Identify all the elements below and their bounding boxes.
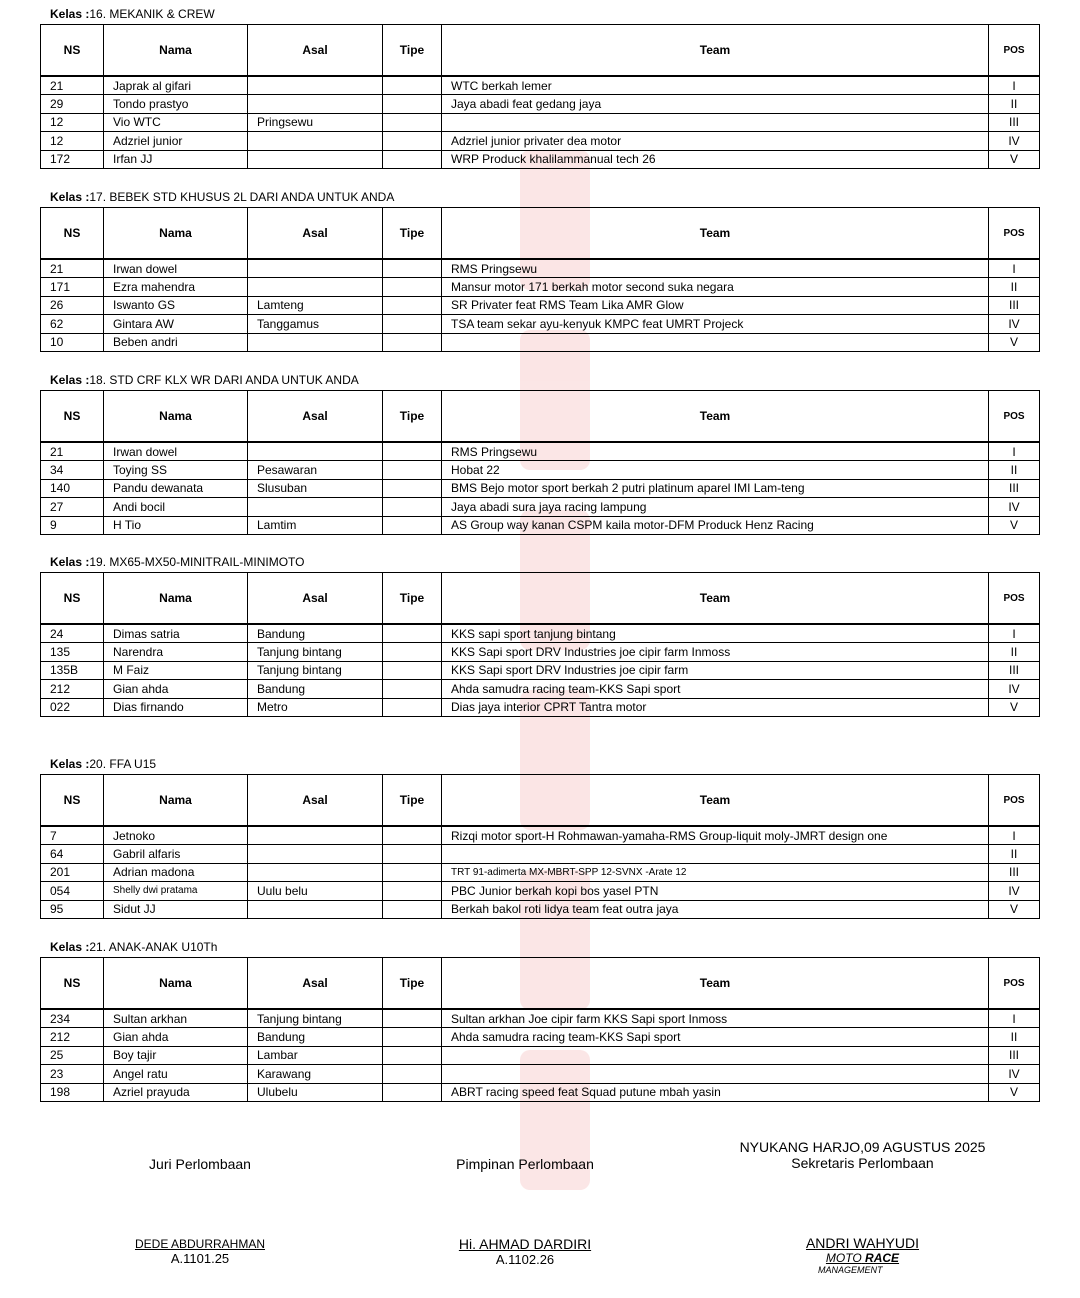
cell-team: [442, 1046, 989, 1064]
cell-tipe: [383, 661, 442, 679]
cell-pos: V: [989, 333, 1040, 351]
cell-asal: [248, 863, 383, 881]
header-ns: NS: [41, 775, 104, 827]
kelas-title: Kelas :21. ANAK-ANAK U10Th: [50, 940, 218, 954]
juri-id: A.1101.25: [170, 1251, 230, 1266]
cell-asal: Lamtim: [248, 516, 383, 534]
cell-pos: I: [989, 624, 1040, 643]
cell-ns: 234: [41, 1009, 104, 1028]
cell-team: TSA team sekar ayu-kenyuk KMPC feat UMRT Projeck: [442, 315, 989, 333]
kelas-title: Kelas :18. STD CRF KLX WR DARI ANDA UNTUK ANDA: [50, 373, 359, 387]
pimpinan-id: A.1102.26: [495, 1252, 555, 1267]
cell-team: KKS sapi sport tanjung bintang: [442, 624, 989, 643]
table-row: [41, 461, 1040, 479]
cell-team: WTC berkah lemer: [442, 76, 989, 95]
cell-tipe: [383, 1083, 442, 1101]
cell-asal: Tanggamus: [248, 315, 383, 333]
sekretaris-name: ANDRI WAHYUDI: [805, 1235, 920, 1251]
cell-team: Mansur motor 171 berkah motor second suka negara: [442, 278, 989, 296]
cell-asal: Bandung: [248, 680, 383, 698]
results-table: [40, 24, 1040, 169]
cell-asal: [248, 845, 383, 863]
cell-asal: [248, 278, 383, 296]
pimpinan-name: Hi. AHMAD DARDIRI: [458, 1236, 592, 1252]
cell-ns: 054: [41, 882, 104, 900]
results-table: [40, 957, 1040, 1102]
cell-team: AS Group way kanan CSPM kaila motor-DFM Produck Henz Racing: [442, 516, 989, 534]
place-date: NYUKANG HARJO,09 AGUSTUS 2025: [739, 1139, 986, 1155]
cell-team: Hobat 22: [442, 461, 989, 479]
cell-tipe: [383, 863, 442, 881]
management-label: MANAGEMENT: [818, 1265, 883, 1275]
cell-nama: Gabril alfaris: [104, 845, 248, 863]
cell-pos: II: [989, 1028, 1040, 1046]
cell-tipe: [383, 95, 442, 113]
table-row: [41, 680, 1040, 698]
cell-team: [442, 845, 989, 863]
cell-pos: III: [989, 863, 1040, 881]
cell-tipe: [383, 1065, 442, 1083]
cell-tipe: [383, 296, 442, 314]
cell-pos: V: [989, 1083, 1040, 1101]
cell-asal: Pesawaran: [248, 461, 383, 479]
cell-nama: H Tio: [104, 516, 248, 534]
cell-ns: 212: [41, 680, 104, 698]
cell-asal: [248, 95, 383, 113]
table-row: [41, 479, 1040, 497]
table-row: [41, 1046, 1040, 1064]
cell-team: RMS Pringsewu: [442, 259, 989, 278]
cell-team: WRP Produck khalilammanual tech 26: [442, 150, 989, 168]
cell-ns: 135B: [41, 661, 104, 679]
header-asal: Asal: [248, 25, 383, 77]
cell-nama: M Faiz: [104, 661, 248, 679]
cell-pos: IV: [989, 315, 1040, 333]
cell-nama: Pandu dewanata: [104, 479, 248, 497]
cell-pos: III: [989, 479, 1040, 497]
cell-pos: III: [989, 113, 1040, 131]
cell-ns: 171: [41, 278, 104, 296]
table-row: [41, 113, 1040, 131]
cell-asal: Tanjung bintang: [248, 661, 383, 679]
cell-tipe: [383, 516, 442, 534]
section-kelas-19: [40, 555, 1039, 717]
header-asal: Asal: [248, 208, 383, 260]
cell-asal: Bandung: [248, 624, 383, 643]
cell-ns: 12: [41, 113, 104, 131]
cell-asal: Tanjung bintang: [248, 643, 383, 661]
cell-nama: Boy tajir: [104, 1046, 248, 1064]
cell-nama: Sidut JJ: [104, 900, 248, 918]
cell-asal: Pringsewu: [248, 113, 383, 131]
juri-name: DEDE ABDURRAHMAN: [134, 1237, 266, 1251]
cell-nama: Irfan JJ: [104, 150, 248, 168]
cell-pos: IV: [989, 680, 1040, 698]
cell-tipe: [383, 624, 442, 643]
cell-tipe: [383, 315, 442, 333]
kelas-title: Kelas :19. MX65-MX50-MINITRAIL-MINIMOTO: [50, 555, 305, 569]
cell-nama: Irwan dowel: [104, 259, 248, 278]
cell-ns: 140: [41, 479, 104, 497]
cell-asal: [248, 259, 383, 278]
cell-ns: 9: [41, 516, 104, 534]
cell-team: Ahda samudra racing team-KKS Sapi sport: [442, 1028, 989, 1046]
cell-asal: [248, 76, 383, 95]
cell-tipe: [383, 698, 442, 716]
header-tipe: Tipe: [383, 25, 442, 77]
cell-ns: 21: [41, 442, 104, 461]
cell-asal: Tanjung bintang: [248, 1009, 383, 1028]
cell-tipe: [383, 461, 442, 479]
header-team: Team: [442, 958, 989, 1010]
cell-ns: 022: [41, 698, 104, 716]
table-row: [41, 698, 1040, 716]
cell-nama: Beben andri: [104, 333, 248, 351]
cell-ns: 172: [41, 150, 104, 168]
cell-ns: 10: [41, 333, 104, 351]
header-asal: Asal: [248, 775, 383, 827]
cell-asal: [248, 150, 383, 168]
header-nama: Nama: [104, 775, 248, 827]
table-row: [41, 1028, 1040, 1046]
cell-team: Jaya abadi feat gedang jaya: [442, 95, 989, 113]
header-team: Team: [442, 208, 989, 260]
cell-tipe: [383, 150, 442, 168]
cell-nama: Angel ratu: [104, 1065, 248, 1083]
table-row: [41, 643, 1040, 661]
cell-tipe: [383, 333, 442, 351]
header-nama: Nama: [104, 573, 248, 625]
cell-asal: Uulu belu: [248, 882, 383, 900]
cell-asal: Lamteng: [248, 296, 383, 314]
header-pos: POS: [989, 25, 1040, 77]
cell-ns: 62: [41, 315, 104, 333]
table-row: [41, 516, 1040, 534]
cell-pos: V: [989, 900, 1040, 918]
signature-juri: [100, 1156, 300, 1266]
cell-nama: Irwan dowel: [104, 442, 248, 461]
header-team: Team: [442, 775, 989, 827]
header-ns: NS: [41, 958, 104, 1010]
cell-nama: Dias firnando: [104, 698, 248, 716]
cell-pos: V: [989, 516, 1040, 534]
cell-tipe: [383, 76, 442, 95]
table-row: [41, 442, 1040, 461]
section-kelas-20: [40, 757, 1039, 919]
header-pos: POS: [989, 208, 1040, 260]
table-row: [41, 826, 1040, 845]
cell-tipe: [383, 680, 442, 698]
header-ns: NS: [41, 208, 104, 260]
cell-pos: I: [989, 826, 1040, 845]
cell-ns: 135: [41, 643, 104, 661]
cell-nama: Gian ahda: [104, 680, 248, 698]
cell-nama: Tondo prastyo: [104, 95, 248, 113]
cell-team: KKS Sapi sport DRV Industries joe cipir farm: [442, 661, 989, 679]
cell-nama: Andi bocil: [104, 498, 248, 516]
cell-team: Jaya abadi sura jaya racing lampung: [442, 498, 989, 516]
table-row: [41, 76, 1040, 95]
cell-team: ABRT racing speed feat Squad putune mbah yasin: [442, 1083, 989, 1101]
cell-ns: 64: [41, 845, 104, 863]
table-row: [41, 278, 1040, 296]
cell-nama: Adzriel junior: [104, 132, 248, 150]
cell-pos: IV: [989, 132, 1040, 150]
header-pos: POS: [989, 775, 1040, 827]
cell-pos: V: [989, 150, 1040, 168]
cell-pos: II: [989, 643, 1040, 661]
cell-team: RMS Pringsewu: [442, 442, 989, 461]
section-kelas-17: [40, 190, 1039, 352]
table-row: [41, 1083, 1040, 1101]
cell-pos: IV: [989, 498, 1040, 516]
cell-tipe: [383, 498, 442, 516]
header-team: Team: [442, 391, 989, 443]
header-team: Team: [442, 25, 989, 77]
cell-ns: 212: [41, 1028, 104, 1046]
header-ns: NS: [41, 391, 104, 443]
cell-team: [442, 333, 989, 351]
header-pos: POS: [989, 391, 1040, 443]
table-row: [41, 624, 1040, 643]
header-ns: NS: [41, 25, 104, 77]
cell-asal: Slusuban: [248, 479, 383, 497]
pimpinan-title: Pimpinan Perlombaan: [456, 1156, 594, 1172]
cell-nama: Adrian madona: [104, 863, 248, 881]
cell-pos: I: [989, 76, 1040, 95]
cell-tipe: [383, 259, 442, 278]
cell-ns: 29: [41, 95, 104, 113]
cell-ns: 21: [41, 76, 104, 95]
header-nama: Nama: [104, 25, 248, 77]
results-table: [40, 390, 1040, 535]
table-row: [41, 95, 1040, 113]
header-asal: Asal: [248, 958, 383, 1010]
moto-race-logo: MOTO RACE: [825, 1251, 900, 1265]
section-kelas-16: [40, 7, 1039, 169]
cell-tipe: [383, 1028, 442, 1046]
cell-tipe: [383, 132, 442, 150]
cell-tipe: [383, 845, 442, 863]
header-nama: Nama: [104, 391, 248, 443]
sekretaris-title: Sekretaris Perlombaan: [791, 1155, 934, 1171]
cell-pos: III: [989, 1046, 1040, 1064]
cell-pos: II: [989, 95, 1040, 113]
cell-tipe: [383, 826, 442, 845]
table-row: [41, 296, 1040, 314]
cell-team: Dias jaya interior CPRT Tantra motor: [442, 698, 989, 716]
cell-nama: Gian ahda: [104, 1028, 248, 1046]
cell-team: KKS Sapi sport DRV Industries joe cipir farm Inmoss: [442, 643, 989, 661]
header-asal: Asal: [248, 573, 383, 625]
table-row: [41, 132, 1040, 150]
cell-pos: III: [989, 296, 1040, 314]
kelas-title: Kelas :20. FFA U15: [50, 757, 157, 771]
header-tipe: Tipe: [383, 208, 442, 260]
cell-team: Rizqi motor sport-H Rohmawan-yamaha-RMS Group-liquit moly-JMRT design one: [442, 826, 989, 845]
table-row: [41, 863, 1040, 881]
cell-tipe: [383, 882, 442, 900]
results-table: [40, 207, 1040, 352]
cell-asal: Karawang: [248, 1065, 383, 1083]
cell-tipe: [383, 113, 442, 131]
cell-tipe: [383, 643, 442, 661]
cell-asal: [248, 132, 383, 150]
cell-tipe: [383, 479, 442, 497]
header-pos: POS: [989, 573, 1040, 625]
table-row: [41, 900, 1040, 918]
signature-pimpinan: [415, 1156, 635, 1267]
table-row: [41, 1009, 1040, 1028]
cell-nama: Jetnoko: [104, 826, 248, 845]
header-tipe: Tipe: [383, 775, 442, 827]
table-row: [41, 1065, 1040, 1083]
cell-ns: 7: [41, 826, 104, 845]
cell-nama: Sultan arkhan: [104, 1009, 248, 1028]
juri-title: Juri Perlombaan: [149, 1156, 251, 1172]
cell-ns: 198: [41, 1083, 104, 1101]
cell-asal: Lambar: [248, 1046, 383, 1064]
cell-tipe: [383, 1046, 442, 1064]
cell-asal: Ulubelu: [248, 1083, 383, 1101]
cell-team: TRT 91-adimerta MX-MBRT-SPP 12-SVNX -Arate 12: [442, 863, 989, 881]
cell-ns: 21: [41, 259, 104, 278]
table-row: [41, 150, 1040, 168]
cell-asal: [248, 498, 383, 516]
cell-nama: Shelly dwi pratama: [104, 882, 248, 900]
cell-tipe: [383, 900, 442, 918]
header-nama: Nama: [104, 208, 248, 260]
table-row: [41, 498, 1040, 516]
cell-ns: 27: [41, 498, 104, 516]
cell-ns: 95: [41, 900, 104, 918]
cell-asal: [248, 442, 383, 461]
section-kelas-21: [40, 940, 1039, 1102]
cell-asal: [248, 333, 383, 351]
cell-pos: II: [989, 461, 1040, 479]
header-ns: NS: [41, 573, 104, 625]
cell-asal: [248, 826, 383, 845]
cell-ns: 26: [41, 296, 104, 314]
signature-sekretaris: [730, 1139, 995, 1275]
cell-nama: Ezra mahendra: [104, 278, 248, 296]
cell-team: Berkah bakol roti lidya team feat outra jaya: [442, 900, 989, 918]
cell-tipe: [383, 442, 442, 461]
cell-pos: II: [989, 278, 1040, 296]
cell-nama: Dimas satria: [104, 624, 248, 643]
cell-team: BMS Bejo motor sport berkah 2 putri platinum aparel IMI Lam-teng: [442, 479, 989, 497]
header-asal: Asal: [248, 391, 383, 443]
kelas-title: Kelas :16. MEKANIK & CREW: [50, 7, 215, 21]
results-table: [40, 572, 1040, 717]
table-row: [41, 661, 1040, 679]
cell-team: Sultan arkhan Joe cipir farm KKS Sapi sport Inmoss: [442, 1009, 989, 1028]
table-row: [41, 315, 1040, 333]
cell-asal: Bandung: [248, 1028, 383, 1046]
cell-asal: [248, 900, 383, 918]
cell-team: SR Privater feat RMS Team Lika AMR Glow: [442, 296, 989, 314]
cell-tipe: [383, 278, 442, 296]
cell-team: [442, 113, 989, 131]
cell-team: PBC Junior berkah kopi bos yasel PTN: [442, 882, 989, 900]
cell-pos: IV: [989, 882, 1040, 900]
header-pos: POS: [989, 958, 1040, 1010]
table-row: [41, 259, 1040, 278]
cell-nama: Azriel prayuda: [104, 1083, 248, 1101]
cell-nama: Iswanto GS: [104, 296, 248, 314]
cell-tipe: [383, 1009, 442, 1028]
cell-ns: 12: [41, 132, 104, 150]
table-row: [41, 845, 1040, 863]
cell-ns: 34: [41, 461, 104, 479]
header-nama: Nama: [104, 958, 248, 1010]
cell-pos: II: [989, 845, 1040, 863]
header-tipe: Tipe: [383, 391, 442, 443]
kelas-title: Kelas :17. BEBEK STD KHUSUS 2L DARI ANDA UNTUK ANDA: [50, 190, 395, 204]
cell-pos: I: [989, 259, 1040, 278]
cell-nama: Japrak al gifari: [104, 76, 248, 95]
cell-nama: Gintara AW: [104, 315, 248, 333]
cell-team: [442, 1065, 989, 1083]
cell-team: Adzriel junior privater dea motor: [442, 132, 989, 150]
table-row: [41, 882, 1040, 900]
section-kelas-18: [40, 373, 1039, 535]
cell-ns: 24: [41, 624, 104, 643]
cell-pos: IV: [989, 1065, 1040, 1083]
cell-nama: Vio WTC: [104, 113, 248, 131]
header-tipe: Tipe: [383, 573, 442, 625]
cell-team: Ahda samudra racing team-KKS Sapi sport: [442, 680, 989, 698]
cell-pos: III: [989, 661, 1040, 679]
results-table: [40, 774, 1040, 919]
cell-nama: Toying SS: [104, 461, 248, 479]
cell-pos: I: [989, 442, 1040, 461]
table-row: [41, 333, 1040, 351]
header-tipe: Tipe: [383, 958, 442, 1010]
cell-ns: 23: [41, 1065, 104, 1083]
cell-ns: 201: [41, 863, 104, 881]
cell-asal: Metro: [248, 698, 383, 716]
cell-pos: I: [989, 1009, 1040, 1028]
header-team: Team: [442, 573, 989, 625]
cell-ns: 25: [41, 1046, 104, 1064]
cell-nama: Narendra: [104, 643, 248, 661]
cell-pos: V: [989, 698, 1040, 716]
